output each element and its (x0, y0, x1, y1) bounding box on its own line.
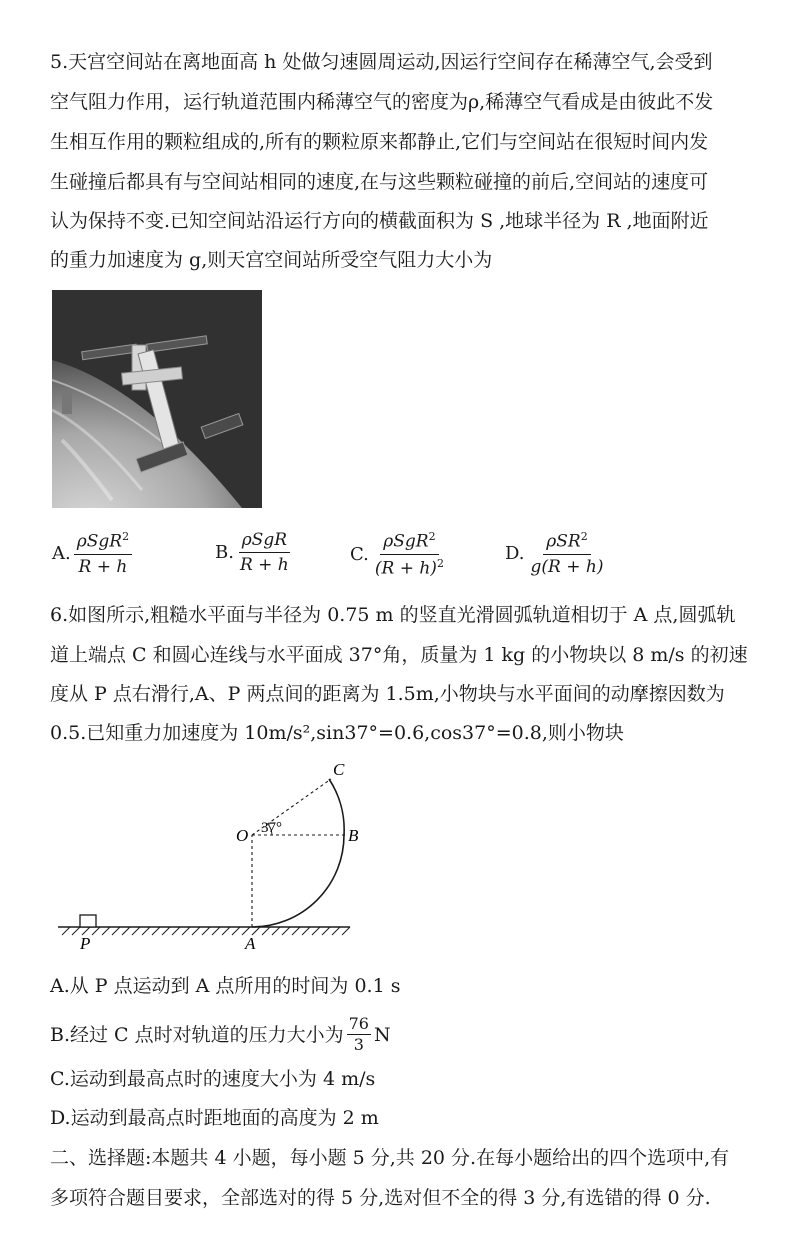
option-c-den-sup: 2 (436, 556, 444, 570)
q6-option-d[interactable]: D.运动到最高点时距地面的高度为 2 m (50, 1107, 379, 1129)
q5-line-1: 5.天宫空间站在离地面高 h 处做匀速圆周运动,因运行空间存在稀薄空气,会受到 (50, 51, 713, 73)
q6-option-b-unit: N (373, 1023, 391, 1046)
q5-option-d[interactable] (505, 530, 606, 577)
track-diagram (50, 755, 370, 965)
option-c-numerator: ρSgR (383, 531, 429, 552)
option-b-numerator: ρSgR (241, 530, 288, 550)
label-c: C (333, 760, 345, 779)
option-c-label: C. (350, 543, 369, 565)
option-c-fraction (372, 530, 447, 578)
q5-line-4: 生碰撞后都具有与空间站相同的速度,在与这些颗粒碰撞的前后,空间站的速度可 (50, 171, 709, 193)
arc-track (252, 779, 344, 927)
option-d-num-sup: 2 (580, 530, 588, 543)
q5-option-c[interactable] (350, 530, 447, 578)
option-d-numerator: ρSR (546, 531, 581, 552)
block-shape (80, 915, 96, 927)
option-a-num-sup: 2 (122, 530, 130, 543)
q6-line-4: 0.5.已知重力加速度为 10m/s²,sin37°=0.6,cos37°=0.8,则小物块 (50, 722, 624, 744)
option-c-num-sup: 2 (428, 530, 436, 543)
label-o: O (236, 826, 249, 845)
option-c-denominator: (R + h) (374, 558, 437, 579)
q5-option-a[interactable] (52, 530, 132, 577)
q6-option-b-fraction (347, 1014, 371, 1055)
option-a-numerator: ρSgR (76, 531, 123, 552)
q5-line-3: 生相互作用的颗粒组成的,所有的颗粒原来都静止,它们与空间站在很短时间内发 (50, 131, 709, 153)
section2-line-1: 二、选择题:本题共 4 小题，每小题 5 分,共 20 分.在每小题给出的四个选项中,有 (50, 1147, 730, 1169)
q6-line-3: 度从 P 点右滑行,A、P 两点间的距离为 1.5m,小物块与水平面间的动摩擦因数为 (50, 683, 725, 705)
option-d-label: D. (505, 542, 525, 564)
option-d-fraction (528, 530, 607, 577)
ground-hatching (62, 927, 350, 935)
section2-line-2: 多项符合题目要求，全部选对的得 5 分,选对但不全的得 3 分,有选错的得 0 分. (50, 1187, 711, 1209)
option-b-fraction (237, 530, 292, 575)
q6-option-b[interactable] (50, 1014, 391, 1055)
option-b-label: B. (215, 542, 234, 563)
option-b-denominator: R + h (239, 555, 289, 575)
q5-option-b[interactable] (215, 530, 292, 575)
q6-option-c[interactable]: C.运动到最高点时的速度大小为 4 m/s (50, 1068, 376, 1090)
option-d-denominator: g(R + h) (530, 556, 604, 577)
q6-option-b-numerator: 76 (348, 1014, 369, 1033)
q6-option-a[interactable]: A.从 P 点运动到 A 点所用的时间为 0.1 s (50, 975, 401, 997)
q5-line-5: 认为保持不变.已知空间站沿运行方向的横截面积为 S ,地球半径为 R ,地面附近 (50, 210, 709, 232)
label-angle: 37° (261, 820, 282, 836)
option-a-label: A. (52, 542, 71, 564)
q6-option-b-text: B.经过 C 点时对轨道的压力大小为 (50, 1023, 344, 1046)
q5-line-6: 的重力加速度为 g,则天宫空间站所受空气阻力大小为 (50, 249, 493, 271)
q6-option-b-denominator: 3 (353, 1035, 364, 1054)
label-p: P (80, 934, 91, 953)
option-a-fraction (74, 530, 132, 577)
label-a: A (245, 934, 256, 953)
option-a-denominator: R + h (78, 556, 128, 577)
space-station-photo (52, 290, 262, 508)
label-b: B (348, 826, 359, 845)
q6-line-1: 6.如图所示,粗糙水平面与半径为 0.75 m 的竖直光滑圆弧轨道相切于 A 点,圆弧轨 (50, 604, 736, 626)
q5-line-2: 空气阻力作用，运行轨道范围内稀薄空气的密度为ρ,稀薄空气看成是由彼此不发 (50, 91, 714, 113)
q6-line-2: 道上端点 C 和圆心连线与水平面成 37°角，质量为 1 kg 的小物块以 8 m/s 的初速 (50, 644, 748, 666)
